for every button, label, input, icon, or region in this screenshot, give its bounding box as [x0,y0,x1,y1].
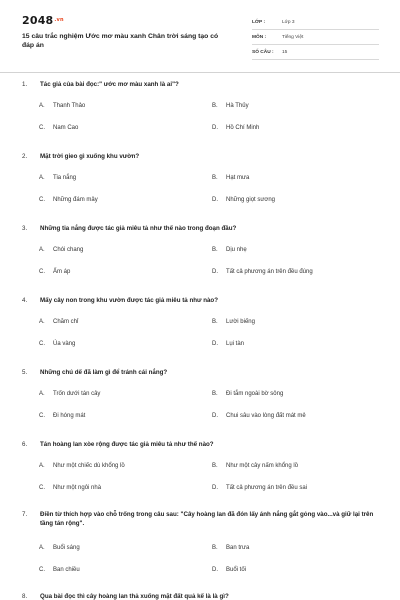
meta-value: Tiếng Việt [282,34,304,40]
answer-option[interactable] [212,247,247,253]
option-text: Ban chiều [53,567,80,573]
option-text: Dịu nhẹ [226,247,247,253]
answer-option[interactable] [212,567,246,573]
option-letter: A. [39,319,45,325]
option-text: Những đám mây [53,197,98,203]
question-prompt: Những tia nắng được tác giả miêu tả như thế nào trong đoạn đầu? [40,225,237,232]
logo-suffix: .vn [54,17,64,23]
option-text: Như một ngôi nhà [53,485,102,491]
meta-key: LỚP : [252,19,266,25]
option-text: Hà Thủy [226,103,249,109]
answer-option[interactable] [39,175,76,181]
answer-option[interactable] [39,125,78,131]
question-number: 5. [22,369,28,376]
question-text [22,510,382,528]
option-letter: C. [39,197,45,203]
answer-option[interactable] [212,125,259,131]
question-text [22,296,382,305]
answer-option[interactable] [39,463,125,469]
header-divider [0,72,400,73]
option-text: Nam Cao [53,125,79,131]
question-prompt: Qua bài đọc thì cây hoàng lan thả xuống mặt đất quả kế là là gì? [40,593,229,600]
meta-value: 15 [282,49,288,55]
option-letter: A. [39,175,45,181]
option-letter: B. [212,175,218,181]
option-text: Ấm áp [53,269,71,275]
option-text: Chăm chỉ [53,319,79,325]
option-letter: D. [212,269,218,275]
question-prompt: Mặt trời gieo gì xuống khu vườn? [40,153,140,160]
answer-option[interactable] [39,247,83,253]
option-text: Hồ Chí Minh [226,125,260,131]
option-letter: B. [212,247,218,253]
option-letter: D. [212,341,218,347]
question-prompt: Những chú dế đã làm gì để tránh cái nắng? [40,369,168,376]
document-meta [252,15,379,60]
answer-option[interactable] [39,341,75,347]
option-letter: D. [212,413,218,419]
question-prompt: Tán hoàng lan xòe rộng được tác giả miêu tả như thế nào? [40,441,214,448]
option-text: Như một cây nấm khổng lồ [226,463,299,469]
question-prompt: Tác giả của bài đọc:" ước mơ màu xanh là ai"? [40,81,179,88]
question-text [22,592,382,600]
option-text: Tất cả phương án trên đều đúng [226,269,313,275]
option-letter: C. [39,269,45,275]
document-header [0,0,400,72]
option-letter: D. [212,125,218,131]
answer-option[interactable] [212,485,307,491]
option-letter: A. [39,545,45,551]
answer-option[interactable] [212,341,244,347]
question-number: 3. [22,225,28,232]
answer-option[interactable] [212,269,313,275]
question-number: 7. [22,511,28,518]
answer-option[interactable] [39,269,70,275]
option-text: Buổi sáng [53,545,80,551]
answer-option[interactable] [212,545,249,551]
question-number: 2. [22,153,28,160]
meta-key: SỐ CÂU : [252,49,274,55]
option-text: Như một chiếc dù khổng lồ [53,463,125,469]
option-text: Tất cả phương án trên đều sai [226,485,307,491]
option-text: Đi tắm ngoài bờ sông [226,391,284,397]
option-text: Chui sâu vào lòng đất mát mẻ [226,413,306,419]
site-logo[interactable] [22,14,64,27]
answer-option[interactable] [212,197,275,203]
option-text: Lười biếng [226,319,255,325]
document-title: 15 câu trắc nghiệm Ước mơ màu xanh Chân trời sáng tạo có đáp án [22,33,219,49]
question-text [22,440,382,449]
answer-option[interactable] [212,463,298,469]
option-text: Ban trưa [226,545,250,551]
option-text: Những giọt sương [226,197,275,203]
question-number: 6. [22,441,28,448]
meta-row-subject [252,30,379,45]
answer-option[interactable] [39,103,85,109]
answer-option[interactable] [39,545,80,551]
option-letter: B. [212,463,218,469]
meta-key: MÔN : [252,34,267,40]
meta-value: Lớp 3 [282,19,295,25]
option-letter: C. [39,485,45,491]
option-text: Đi hóng mát [53,413,86,419]
option-letter: A. [39,247,45,253]
option-letter: B. [212,103,218,109]
answer-option[interactable] [212,413,306,419]
answer-option[interactable] [39,413,85,419]
question-number: 8. [22,593,28,600]
question-text [22,80,382,89]
meta-row-grade [252,15,379,30]
option-text: Hạt mưa [226,175,250,181]
answer-option[interactable] [212,319,255,325]
option-letter: B. [212,391,218,397]
option-text: Úa vàng [53,341,76,347]
question-prompt: Mấy cây non trong khu vườn được tác giả miêu tả như nào? [40,297,218,304]
question-text [22,152,382,161]
option-letter: C. [39,567,45,573]
answer-option[interactable] [212,391,283,397]
option-letter: C. [39,341,45,347]
question-text [22,368,382,377]
answer-option[interactable] [39,567,80,573]
option-text: Lụi tàn [226,341,245,347]
option-letter: A. [39,463,45,469]
option-letter: B. [212,545,218,551]
option-letter: D. [212,567,218,573]
meta-row-question-count [252,45,379,60]
option-text: Tia nắng [53,175,77,181]
logo-text: 2048 [22,14,54,27]
option-letter: C. [39,413,45,419]
question-number: 1. [22,81,28,88]
answer-option[interactable] [212,175,249,181]
option-letter: D. [212,485,218,491]
question-prompt: Điền từ thích hợp vào chỗ trống trong câu sau: "Cây hoàng lan đã đón lấy ánh nắng gắt gỏng vào...và giữ lại trên tầng tán rộng". [40,511,374,527]
question-text [22,224,382,233]
answer-option[interactable] [39,485,101,491]
option-letter: D. [212,197,218,203]
option-text: Buổi tối [226,567,247,573]
option-letter: C. [39,125,45,131]
answer-option[interactable] [212,103,249,109]
answer-option[interactable] [39,197,98,203]
option-text: Thanh Thảo [53,103,86,109]
question-number: 4. [22,297,28,304]
option-letter: A. [39,103,45,109]
option-letter: B. [212,319,218,325]
option-text: Trốn dưới tán cây [53,391,101,397]
option-text: Chói chang [53,247,84,253]
option-letter: A. [39,391,45,397]
answer-option[interactable] [39,391,100,397]
answer-option[interactable] [39,319,78,325]
